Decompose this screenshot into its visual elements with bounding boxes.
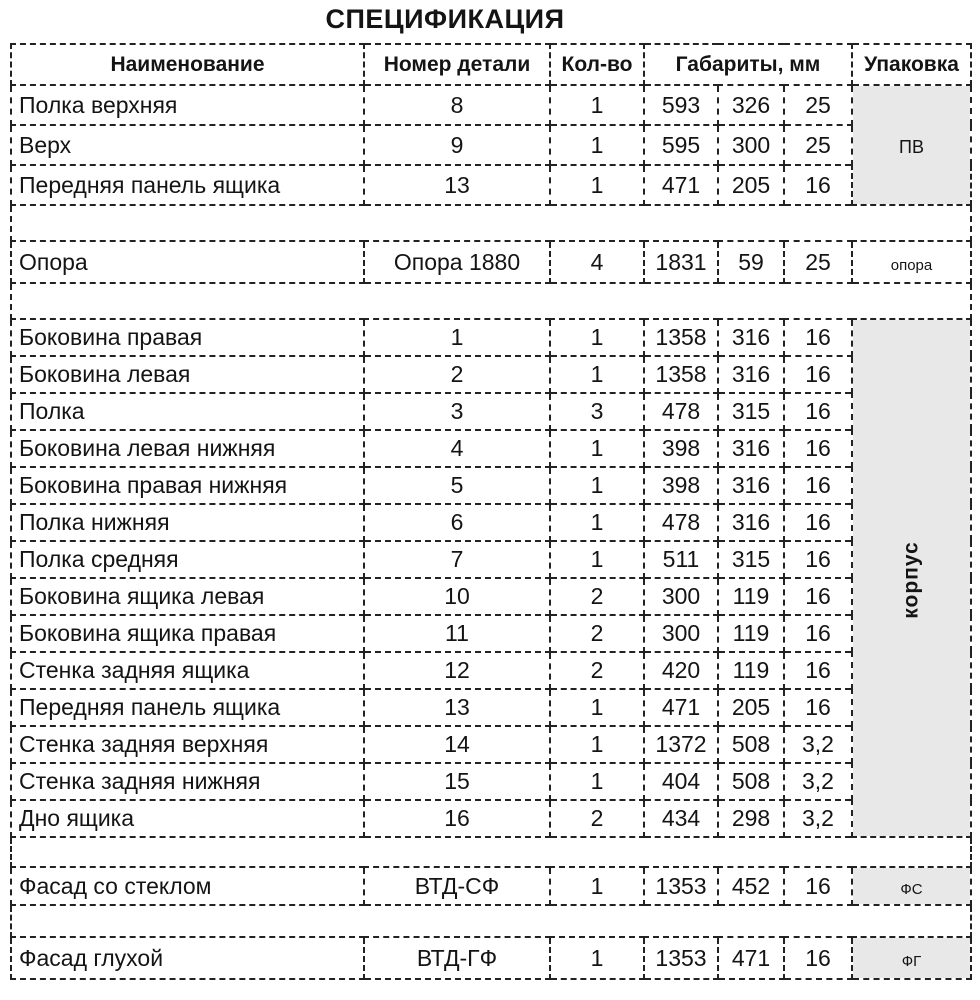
header-row bbox=[11, 44, 971, 85]
dimension-thickness-cell: 16 bbox=[784, 652, 852, 689]
quantity-cell: 1 bbox=[550, 541, 644, 578]
part-name-cell: Фасад со стеклом bbox=[11, 867, 364, 905]
dimension-length-cell: 300 bbox=[644, 578, 718, 615]
package-label: ПВ bbox=[899, 136, 924, 157]
dimension-width-cell: 316 bbox=[718, 504, 784, 541]
part-number-cell: 16 bbox=[364, 800, 550, 837]
dimension-width-cell: 326 bbox=[718, 85, 784, 125]
dimension-width-cell: 508 bbox=[718, 763, 784, 800]
part-name-cell: Полка bbox=[11, 393, 364, 430]
dimension-width-cell: 119 bbox=[718, 615, 784, 652]
dimension-width-cell: 205 bbox=[718, 165, 784, 205]
part-name-cell: Стенка задняя ящика bbox=[11, 652, 364, 689]
quantity-cell: 1 bbox=[550, 125, 644, 165]
table-row bbox=[11, 763, 971, 800]
quantity-cell: 1 bbox=[550, 165, 644, 205]
dimension-thickness-cell: 16 bbox=[784, 937, 852, 979]
dimension-thickness-cell: 25 bbox=[784, 125, 852, 165]
dimension-width-cell: 119 bbox=[718, 578, 784, 615]
dimension-thickness-cell: 25 bbox=[784, 241, 852, 283]
dimension-thickness-cell: 16 bbox=[784, 615, 852, 652]
quantity-cell: 1 bbox=[550, 937, 644, 979]
part-name-cell: Боковина ящика правая bbox=[11, 615, 364, 652]
quantity-cell: 2 bbox=[550, 800, 644, 837]
table-row bbox=[11, 85, 971, 125]
dimension-length-cell: 398 bbox=[644, 467, 718, 504]
table-row bbox=[11, 241, 971, 283]
package-cell bbox=[852, 319, 971, 837]
quantity-cell: 3 bbox=[550, 393, 644, 430]
quantity-cell: 1 bbox=[550, 867, 644, 905]
dimension-width-cell: 300 bbox=[718, 125, 784, 165]
part-name-cell: Полка средняя bbox=[11, 541, 364, 578]
dimension-length-cell: 593 bbox=[644, 85, 718, 125]
table-row bbox=[11, 319, 971, 356]
part-name-cell: Полка нижняя bbox=[11, 504, 364, 541]
table-row bbox=[11, 937, 971, 979]
part-name-cell: Боковина правая нижняя bbox=[11, 467, 364, 504]
part-name-cell: Боковина правая bbox=[11, 319, 364, 356]
table-row bbox=[11, 867, 971, 905]
dimension-length-cell: 1831 bbox=[644, 241, 718, 283]
part-number-cell: Опора 1880 bbox=[364, 241, 550, 283]
dimension-thickness-cell: 16 bbox=[784, 165, 852, 205]
part-number-cell: 14 bbox=[364, 726, 550, 763]
dimension-length-cell: 478 bbox=[644, 504, 718, 541]
table-row bbox=[11, 652, 971, 689]
dimension-thickness-cell: 16 bbox=[784, 541, 852, 578]
dimension-thickness-cell: 3,2 bbox=[784, 726, 852, 763]
dimension-thickness-cell: 16 bbox=[784, 578, 852, 615]
quantity-cell: 1 bbox=[550, 319, 644, 356]
dimension-width-cell: 316 bbox=[718, 356, 784, 393]
package-cell bbox=[852, 241, 971, 283]
header-dimensions: Габариты, мм bbox=[644, 44, 852, 85]
spacer-cell bbox=[11, 205, 971, 241]
part-number-cell: 4 bbox=[364, 430, 550, 467]
part-name-cell: Полка верхняя bbox=[11, 85, 364, 125]
dimension-thickness-cell: 16 bbox=[784, 356, 852, 393]
dimension-length-cell: 300 bbox=[644, 615, 718, 652]
dimension-thickness-cell: 3,2 bbox=[784, 800, 852, 837]
dimension-length-cell: 420 bbox=[644, 652, 718, 689]
part-number-cell: 5 bbox=[364, 467, 550, 504]
part-number-cell: 3 bbox=[364, 393, 550, 430]
part-number-cell: ВТД-ГФ bbox=[364, 937, 550, 979]
dimension-thickness-cell: 16 bbox=[784, 393, 852, 430]
quantity-cell: 1 bbox=[550, 85, 644, 125]
part-number-cell: 1 bbox=[364, 319, 550, 356]
dimension-width-cell: 316 bbox=[718, 319, 784, 356]
spacer-cell bbox=[11, 283, 971, 319]
dimension-length-cell: 1372 bbox=[644, 726, 718, 763]
part-number-cell: 15 bbox=[364, 763, 550, 800]
table-row bbox=[11, 541, 971, 578]
package-cell bbox=[852, 867, 971, 905]
quantity-cell: 4 bbox=[550, 241, 644, 283]
quantity-cell: 1 bbox=[550, 356, 644, 393]
part-number-cell: 7 bbox=[364, 541, 550, 578]
table-row bbox=[11, 393, 971, 430]
page-title: СПЕЦИФИКАЦИЯ bbox=[325, 4, 565, 34]
part-number-cell: 9 bbox=[364, 125, 550, 165]
package-cell bbox=[852, 85, 971, 205]
part-name-cell: Боковина ящика левая bbox=[11, 578, 364, 615]
dimension-length-cell: 1353 bbox=[644, 867, 718, 905]
dimension-length-cell: 471 bbox=[644, 165, 718, 205]
part-name-cell: Передняя панель ящика bbox=[11, 165, 364, 205]
part-name-cell: Фасад глухой bbox=[11, 937, 364, 979]
part-name-cell: Боковина левая нижняя bbox=[11, 430, 364, 467]
spec-table-body bbox=[11, 85, 971, 979]
header-name: Наименование bbox=[11, 44, 364, 85]
table-row bbox=[11, 125, 971, 165]
table-row bbox=[11, 430, 971, 467]
part-name-cell: Стенка задняя верхняя bbox=[11, 726, 364, 763]
package-label: ФС bbox=[900, 880, 923, 898]
part-name-cell: Верх bbox=[11, 125, 364, 165]
part-number-cell: 10 bbox=[364, 578, 550, 615]
dimension-thickness-cell: 16 bbox=[784, 430, 852, 467]
quantity-cell: 2 bbox=[550, 578, 644, 615]
part-name-cell: Передняя панель ящика bbox=[11, 689, 364, 726]
dimension-length-cell: 1358 bbox=[644, 356, 718, 393]
dimension-length-cell: 398 bbox=[644, 430, 718, 467]
part-number-cell: 2 bbox=[364, 356, 550, 393]
table-row bbox=[11, 504, 971, 541]
table-row bbox=[11, 615, 971, 652]
dimension-length-cell: 471 bbox=[644, 689, 718, 726]
dimension-thickness-cell: 16 bbox=[784, 504, 852, 541]
spacer-cell bbox=[11, 837, 971, 867]
dimension-width-cell: 59 bbox=[718, 241, 784, 283]
spacer-row bbox=[11, 205, 971, 241]
table-row bbox=[11, 356, 971, 393]
part-number-cell: 13 bbox=[364, 689, 550, 726]
dimension-width-cell: 315 bbox=[718, 393, 784, 430]
part-number-cell: 8 bbox=[364, 85, 550, 125]
quantity-cell: 1 bbox=[550, 430, 644, 467]
dimension-thickness-cell: 3,2 bbox=[784, 763, 852, 800]
header-quantity: Кол-во bbox=[550, 44, 644, 85]
dimension-length-cell: 478 bbox=[644, 393, 718, 430]
spacer-row bbox=[11, 905, 971, 937]
quantity-cell: 2 bbox=[550, 652, 644, 689]
table-row bbox=[11, 165, 971, 205]
quantity-cell: 1 bbox=[550, 689, 644, 726]
dimension-width-cell: 315 bbox=[718, 541, 784, 578]
spacer-row bbox=[11, 283, 971, 319]
dimension-width-cell: 471 bbox=[718, 937, 784, 979]
table-row bbox=[11, 726, 971, 763]
package-label: корпус bbox=[899, 540, 923, 619]
dimension-width-cell: 298 bbox=[718, 800, 784, 837]
table-row bbox=[11, 800, 971, 837]
quantity-cell: 1 bbox=[550, 504, 644, 541]
dimension-width-cell: 119 bbox=[718, 652, 784, 689]
part-number-cell: ВТД-СФ bbox=[364, 867, 550, 905]
dimension-thickness-cell: 16 bbox=[784, 867, 852, 905]
dimension-length-cell: 1358 bbox=[644, 319, 718, 356]
dimension-length-cell: 404 bbox=[644, 763, 718, 800]
part-number-cell: 11 bbox=[364, 615, 550, 652]
table-row bbox=[11, 467, 971, 504]
quantity-cell: 1 bbox=[550, 763, 644, 800]
quantity-cell: 1 bbox=[550, 467, 644, 504]
dimension-length-cell: 1353 bbox=[644, 937, 718, 979]
part-name-cell: Дно ящика bbox=[11, 800, 364, 837]
table-row bbox=[11, 578, 971, 615]
package-cell bbox=[852, 937, 971, 979]
part-number-cell: 6 bbox=[364, 504, 550, 541]
part-name-cell: Боковина левая bbox=[11, 356, 364, 393]
part-number-cell: 12 bbox=[364, 652, 550, 689]
dimension-width-cell: 205 bbox=[718, 689, 784, 726]
table-row bbox=[11, 689, 971, 726]
dimension-width-cell: 316 bbox=[718, 430, 784, 467]
specification-table bbox=[10, 43, 972, 980]
dimension-thickness-cell: 16 bbox=[784, 319, 852, 356]
dimension-thickness-cell: 16 bbox=[784, 689, 852, 726]
package-label: опора bbox=[890, 256, 933, 274]
quantity-cell: 2 bbox=[550, 615, 644, 652]
header-part-number: Номер детали bbox=[364, 44, 550, 85]
part-number-cell: 13 bbox=[364, 165, 550, 205]
dimension-length-cell: 595 bbox=[644, 125, 718, 165]
dimension-thickness-cell: 16 bbox=[784, 467, 852, 504]
dimension-width-cell: 316 bbox=[718, 467, 784, 504]
dimension-width-cell: 508 bbox=[718, 726, 784, 763]
part-name-cell: Опора bbox=[11, 241, 364, 283]
dimension-length-cell: 511 bbox=[644, 541, 718, 578]
header-package: Упаковка bbox=[852, 44, 971, 85]
spacer-row bbox=[11, 837, 971, 867]
part-name-cell: Стенка задняя нижняя bbox=[11, 763, 364, 800]
dimension-length-cell: 434 bbox=[644, 800, 718, 837]
quantity-cell: 1 bbox=[550, 726, 644, 763]
spacer-cell bbox=[11, 905, 971, 937]
package-label: ФГ bbox=[901, 952, 922, 970]
dimension-thickness-cell: 25 bbox=[784, 85, 852, 125]
dimension-width-cell: 452 bbox=[718, 867, 784, 905]
